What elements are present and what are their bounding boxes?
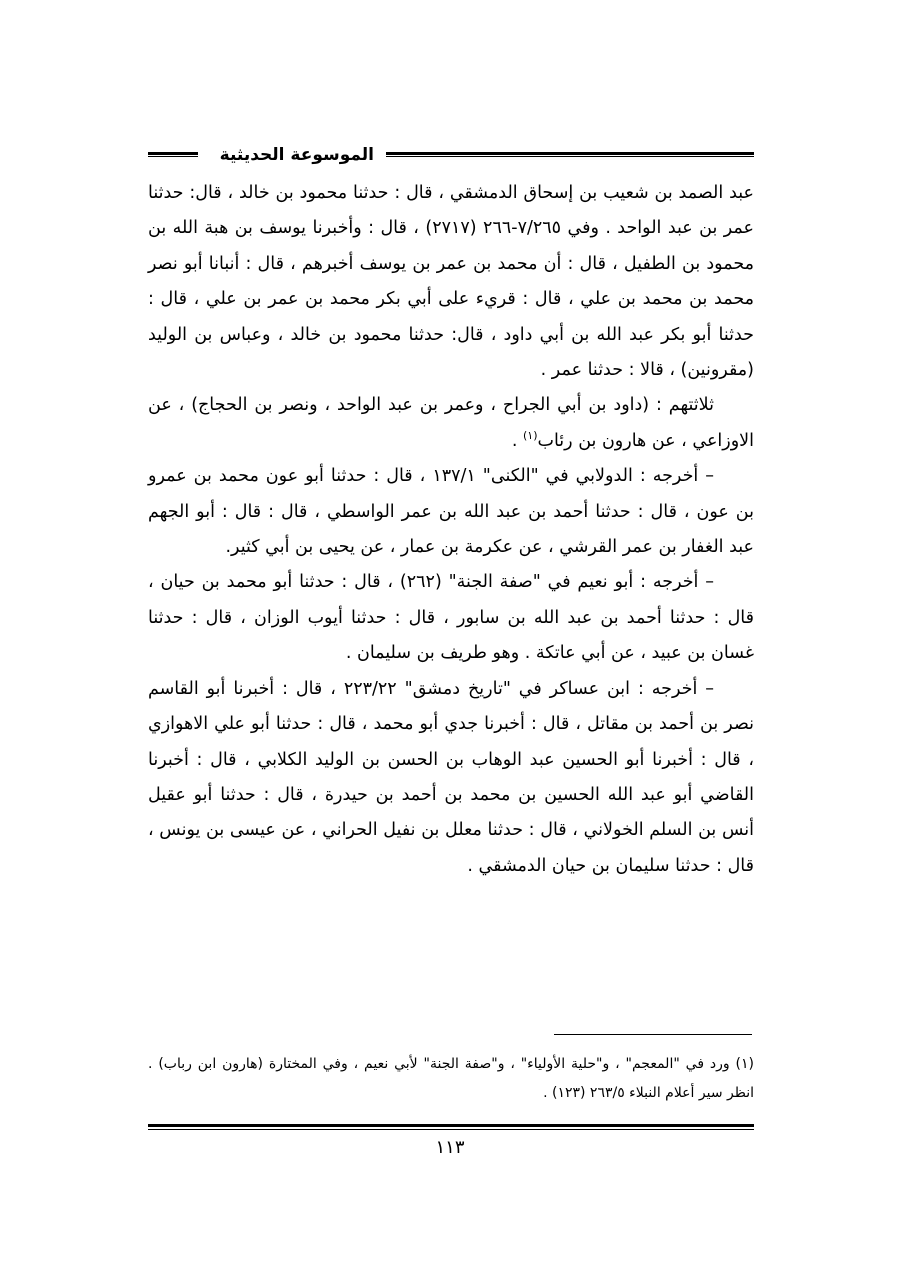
paragraph-4: – أخرجه : أبو نعيم في "صفة الجنة" (٢٦٢) ، قال : حدثنا أبو محمد بن حيان ، قال : حدثنا أحمد بن عبد الله بن سابور ، قال : حدثنا أيوب الوزان ، قال : حدثنا غسان بن عبيد ، عن أبي عاتكة . وهو طريف بن سليمان . — [148, 572, 754, 664]
paragraph-2 — [148, 388, 754, 459]
paragraph-5: – أخرجه : ابن عساكر في "تاريخ دمشق" ٢٢٣/٢٢ ، قال : أخبرنا أبو القاسم نصر بن أحمد بن مقاتل ، قال : أخبرنا جدي أبو محمد ، قال : حدثنا أبو علي الاهوازي ، قال : أخبرنا أبو الحسين عبد الوهاب بن الحسن بن الوليد الكلابي ، قال : أخبرنا القاضي أبو عبد الله الحسين بن محمد بن أحمد بن حيدرة ، قال : حدثنا أبو عقيل أنس بن السلم الخولاني ، قال : حدثنا معلل بن نفيل الحراني ، عن عيسى بن يونس ، قال : حدثنا سليمان بن حيان الدمشقي . — [148, 678, 754, 876]
paragraph-1: عبد الصمد بن شعيب بن إسحاق الدمشقي ، قال : حدثنا محمود بن خالد ، قال: حدثنا عمر بن عبد الواحد . وفي ٧/٢٦٥-٢٦٦ (٢٧١٧) ، قال : وأخبرنا يوسف بن هبة الله بن محمود بن الطفيل ، قال : أن محمد بن عمر بن يوسف أخبرهم ، قال : أنبانا أبو نصر محمد بن محمد بن علي ، قال : قريء على أبي بكر محمد بن عمر بن علي ، قال : حدثنا أبو بكر عبد الله بن أبي داود ، قال: حدثنا محمود بن خالد ، وعباس بن الوليد (مقرونين) ، قالا : حدثنا عمر . — [148, 183, 754, 381]
page-number: ١١٣ — [435, 1137, 465, 1158]
footnote-marker[interactable]: (١) — [522, 429, 538, 443]
running-header — [148, 143, 754, 167]
header-rule-right — [386, 152, 754, 157]
header-rule-left — [148, 152, 198, 157]
footnote-text: (١) ورد في "المعجم" ، و"حلية الأولياء" ، و"صفة الجنة" لأبي نعيم ، وفي المختارة (هارون ابن رباب) . انظر سير أعلام النبلاء ٢٦٣/٥ (١٢٣) . — [148, 1056, 754, 1101]
header-title: الموسوعة الحديثية — [219, 145, 374, 165]
paragraph-2-end: . — [511, 430, 523, 451]
main-text — [148, 176, 754, 884]
footnote-separator — [554, 1034, 752, 1035]
footer-rule — [148, 1124, 754, 1130]
paragraph-2-text: ثلاثتهم : (داود بن أبي الجراح ، وعمر بن عبد الواحد ، ونصر بن الحجاج) ، عن الاوزاعي ، عن هارون بن رئاب — [148, 395, 754, 451]
footnote — [148, 1050, 754, 1108]
paragraph-3: – أخرجه : الدولابي في "الكنى" ١٣٧/١ ، قال : حدثنا أبو عون محمد بن عمرو بن عون ، قال : حدثنا أحمد بن عبد الله بن عمر الواسطي ، قال : قال : أبو الجهم عبد الغفار بن عمر القرشي ، عن عكرمة بن عمار ، عن يحيى بن أبي كثير. — [148, 466, 754, 558]
